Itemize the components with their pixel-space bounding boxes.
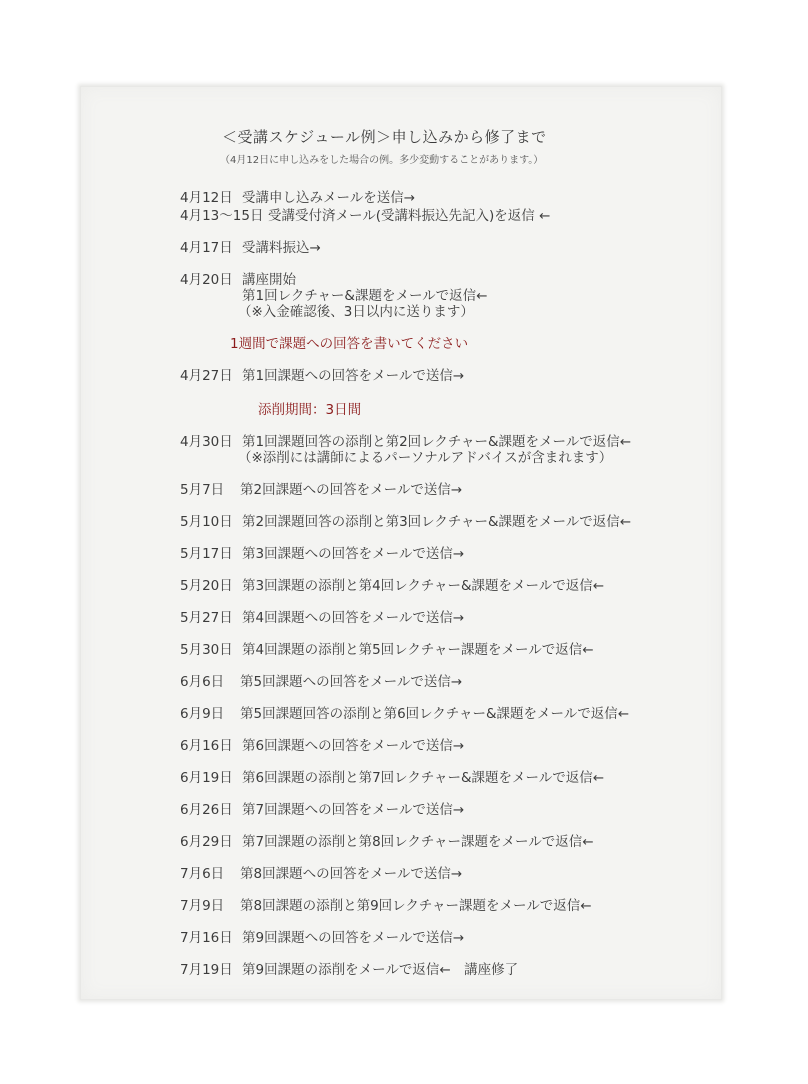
row-text: 第1回課題回答の添削と第2回レクチャー&課題をメールで返信← — [242, 434, 632, 450]
advice-note: （※添削には講師によるパーソナルアドバイスが含まれます） — [238, 450, 613, 466]
row-date: 5月10日 — [180, 514, 233, 530]
row-text: 第2回課題への回答をメールで送信→ — [240, 482, 463, 498]
row-date: 4月20日 — [180, 272, 233, 288]
row-text: 講座開始 — [242, 272, 296, 288]
row-text: 第3回課題の添削と第4回レクチャー&課題をメールで返信← — [242, 578, 605, 594]
row-date: 5月17日 — [180, 546, 233, 562]
row-text: 第8回課題の添削と第9回レクチャー課題をメールで返信← — [240, 898, 592, 914]
row-text: 受講申し込みメールを送信→ — [242, 190, 416, 206]
row-date: 7月19日 — [180, 962, 233, 978]
row-text: 受講受付済メール(受講料振込先記入)を返信 ← — [268, 208, 551, 224]
row-date: 7月16日 — [180, 930, 233, 946]
row-date: 6月29日 — [180, 834, 233, 850]
row-text: 第8回課題への回答をメールで送信→ — [240, 866, 463, 882]
row-date: 4月12日 — [180, 190, 233, 206]
row-text: 第7回課題への回答をメールで送信→ — [242, 802, 465, 818]
row-date: 4月17日 — [180, 240, 233, 256]
row-date: 6月26日 — [180, 802, 233, 818]
row-date: 5月20日 — [180, 578, 233, 594]
row-date: 4月27日 — [180, 368, 233, 384]
page-subtitle: （4月12日に申し込みをした場合の例。多少変動することがあります。） — [220, 155, 544, 166]
row-text: 第3回課題への回答をメールで送信→ — [242, 546, 465, 562]
row-text: 第6回課題の添削と第7回レクチャー&課題をメールで返信← — [242, 770, 605, 786]
row-date: 5月27日 — [180, 610, 233, 626]
week-note: 1週間で課題への回答を書いてください — [230, 336, 469, 352]
payment-note: （※入金確認後、3日以内に送ります） — [238, 304, 474, 320]
row-text: 第1回課題への回答をメールで送信→ — [242, 368, 465, 384]
row-text: 第5回課題回答の添削と第6回レクチャー&課題をメールで返信← — [240, 706, 630, 722]
row-date: 5月7日 — [180, 482, 225, 498]
row-date: 4月13～15日 — [180, 208, 264, 224]
row-text: 第7回課題の添削と第8回レクチャー課題をメールで返信← — [242, 834, 594, 850]
page-title: ＜受講スケジュール例＞申し込みから修了まで — [222, 128, 547, 146]
row-text: 第5回課題への回答をメールで送信→ — [240, 674, 463, 690]
row-text: 第6回課題への回答をメールで送信→ — [242, 738, 465, 754]
row-date: 6月6日 — [180, 674, 225, 690]
row-text: 第2回課題回答の添削と第3回レクチャー&課題をメールで返信← — [242, 514, 632, 530]
row-date: 5月30日 — [180, 642, 233, 658]
lecture-note: 第1回レクチャー&課題をメールで返信← — [242, 288, 488, 304]
row-text: 受講料振込→ — [242, 240, 321, 256]
row-date: 7月6日 — [180, 866, 225, 882]
row-text: 第4回課題の添削と第5回レクチャー課題をメールで返信← — [242, 642, 594, 658]
row-date: 6月16日 — [180, 738, 233, 754]
row-date: 6月19日 — [180, 770, 233, 786]
row-date: 4月30日 — [180, 434, 233, 450]
row-text: 第9回課題への回答をメールで送信→ — [242, 930, 465, 946]
row-date: 6月9日 — [180, 706, 225, 722]
row-date: 7月9日 — [180, 898, 225, 914]
correction-period-note: 添削期間：3日間 — [258, 402, 362, 418]
row-text: 第4回課題への回答をメールで送信→ — [242, 610, 465, 626]
row-text: 第9回課題の添削をメールで返信← 講座修了 — [242, 962, 519, 978]
